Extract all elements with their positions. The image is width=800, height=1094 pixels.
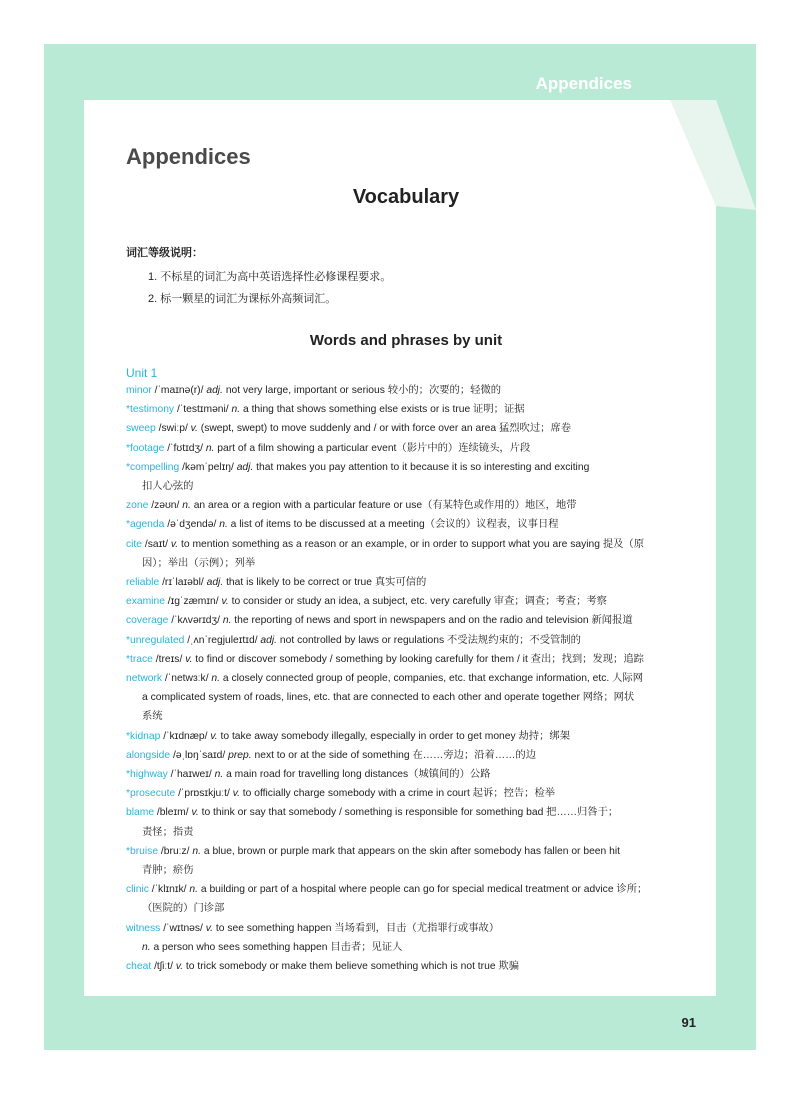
vocab-part-of-speech: n. (189, 884, 198, 896)
vocab-part-of-speech: v. (190, 423, 198, 435)
vocab-entry (126, 458, 691, 477)
vocab-word: zone (126, 500, 149, 512)
vocab-entry (126, 419, 691, 438)
vocab-definition: to find or discover somebody / something by looking carefully for them / it 查出；找到；发现；追踪 (192, 653, 644, 665)
vocab-definition: a list of items to be discussed at a meeting（会议的）议程表，议事日程 (227, 519, 559, 531)
vocab-definition: a blue, brown or purple mark that appears on the skin after somebody has fallen or been hit (201, 845, 620, 857)
vocab-pronunciation: /ˈkʌvərɪdʒ/ (168, 615, 223, 627)
vocab-definition: not controlled by laws or regulations 不受法规约束的；不受管制的 (277, 634, 581, 646)
vocab-part-of-speech: adj. (206, 577, 224, 589)
vocab-continuation (126, 688, 691, 707)
vocab-definition: to see something happen 当场看到，目击（尤指罪行或事故） (213, 922, 500, 934)
notes-item: 2. 标一颗星的词汇为课标外高频词汇。 (148, 293, 337, 305)
vocab-word: *kidnap (126, 730, 161, 742)
vocab-part-of-speech: n. (192, 845, 201, 857)
vocab-continuation-text: 青肿；瘀伤 (142, 865, 194, 877)
vocab-pronunciation: /ˈhaɪweɪ/ (167, 769, 215, 781)
vocab-part-of-speech: n. (182, 500, 191, 512)
vocab-part-of-speech: v. (175, 961, 184, 973)
vocab-definition: to mention something as a reason or an example, or in order to support what you are saying 提及（原 (178, 538, 645, 550)
vocab-definition: a main road for travelling long distances（城镇间的）公路 (223, 769, 491, 781)
vocab-entry (126, 400, 691, 419)
vocab-continuation-text: 扣人心弦的 (142, 481, 194, 493)
notes-heading: 词汇等级说明： (126, 247, 203, 259)
vocab-pronunciation: /bleɪm/ (154, 807, 192, 819)
vocab-continuation (126, 477, 691, 496)
vocab-entry (126, 381, 691, 400)
vocab-entry (126, 650, 691, 669)
level-notes (126, 244, 686, 310)
vocab-part-of-speech: v. (170, 538, 179, 550)
vocab-definition: to consider or study an idea, a subject, etc. very carefully 审查；调查；考查；考察 (228, 596, 607, 608)
vocab-word: *bruise (126, 845, 159, 857)
vocab-definition: a closely connected group of people, companies, etc. that exchange information, etc. 人际网 (220, 673, 643, 685)
vocab-definition: that is likely to be correct or true 真实可信的 (223, 577, 427, 589)
vocab-pronunciation: /tʃiːt/ (151, 961, 176, 973)
unit-label: Unit 1 (126, 366, 158, 380)
vocab-definition: not very large, important or serious 较小的；次要的；轻微的 (222, 385, 502, 396)
vocab-part-of-speech: n. (142, 941, 151, 953)
vocab-pronunciation: /bruːz/ (158, 845, 193, 857)
vocab-definition: a thing that shows something else exists or is true 证明；证据 (240, 404, 525, 416)
page-title: Appendices (126, 144, 251, 169)
vocab-entry (126, 746, 691, 765)
header-section-tab: Appendices (535, 74, 632, 93)
vocabulary-title: Vocabulary (352, 186, 460, 208)
vocab-entry (126, 515, 691, 534)
vocab-part-of-speech: adj. (236, 461, 254, 473)
vocab-pronunciation: /ˈwɪtnəs/ (160, 922, 206, 934)
vocab-part-of-speech: adj. (206, 385, 223, 396)
vocab-pronunciation: /əˈdʒendə/ (164, 519, 220, 531)
vocabulary-list (126, 381, 691, 976)
vocab-entry (126, 439, 691, 458)
vocab-pronunciation: /əˌlɒŋˈsaɪd/ (170, 749, 229, 761)
frame-right-band (716, 96, 756, 996)
vocab-definition: that makes you pay attention to it because it is so interesting and exciting (253, 461, 590, 473)
vocab-continuation (126, 938, 691, 957)
vocab-entry (126, 631, 691, 650)
vocab-definition: an area or a region with a particular feature or use（有某特色或作用的）地区，地带 (190, 500, 577, 512)
vocab-pronunciation: /ˈmaɪnə(r)/ (151, 385, 207, 396)
vocab-pronunciation: /ˈkɪdnæp/ (160, 730, 211, 742)
section-title: Words and phrases by unit (309, 332, 503, 349)
vocab-entry (126, 535, 691, 554)
vocab-part-of-speech: n. (211, 673, 221, 685)
vocab-word: minor (126, 385, 152, 396)
page-number: 91 (681, 1015, 696, 1030)
vocab-word: *compelling (126, 461, 180, 473)
vocab-entry (126, 842, 691, 861)
frame-left-band (44, 96, 84, 996)
vocab-entry (126, 727, 691, 746)
vocab-word: *trace (126, 653, 153, 665)
vocab-word: *testimony (126, 404, 175, 416)
vocab-definition: to take away somebody illegally, especially in order to get money 劫持；绑架 (217, 730, 570, 742)
vocab-pronunciation: /ˈtestɪməni/ (174, 404, 232, 416)
vocab-word: alongside (126, 749, 171, 761)
vocab-pronunciation: /zəʊn/ (148, 500, 183, 512)
vocab-part-of-speech: n. (219, 519, 228, 531)
vocab-entry (126, 669, 691, 688)
vocab-pronunciation: /swiːp/ (155, 423, 191, 435)
vocab-word: cite (126, 538, 143, 550)
vocab-continuation-text: 责怪；指责 (142, 826, 194, 838)
vocab-entry (126, 803, 691, 822)
vocab-pronunciation: /ˈnetwɜːk/ (162, 673, 212, 685)
vocab-definition: a building or part of a hospital where people can go for special medical treatment or advice 诊所； (198, 884, 648, 896)
vocab-word: cheat (126, 961, 152, 973)
vocab-continuation-text: （医院的）门诊部 (142, 903, 225, 915)
vocab-entry (126, 592, 691, 611)
vocab-pronunciation: /ˌʌnˈreɡjuleɪtɪd/ (184, 634, 261, 646)
vocab-word: blame (126, 807, 155, 819)
vocab-entry (126, 573, 691, 592)
vocab-continuation: 系统 (142, 711, 163, 723)
vocab-pronunciation: /treɪs/ (152, 653, 186, 665)
vocab-definition: to think or say that somebody / something is responsible for something bad 把……归咎于； (198, 807, 619, 819)
vocab-part-of-speech: prep. (228, 749, 252, 761)
vocab-continuation-text: 因）；举出（示例）；列举 (142, 557, 256, 569)
vocab-definition: the reporting of news and sport in newspapers and on the radio and television 新闻报道 (231, 615, 633, 627)
vocab-entry (126, 496, 691, 515)
vocab-definition: to officially charge somebody with a crime in court 起诉；控告；检举 (239, 788, 556, 800)
vocab-part-of-speech: v. (205, 922, 214, 934)
vocab-entry (126, 880, 691, 899)
vocab-part-of-speech: n. (214, 769, 224, 781)
vocab-definition: next to or at the side of something 在……旁边；沿着……的边 (251, 749, 537, 761)
vocab-part-of-speech: n. (222, 615, 232, 627)
vocab-definition: to trick somebody or make them believe something which is not true 欺骗 (183, 961, 519, 973)
vocab-pronunciation: /ˈprɒsɪkjuːt/ (175, 788, 233, 800)
vocab-word: *footage (126, 442, 165, 454)
vocab-continuation-text: a person who sees something happen 目击者；见证人 (150, 941, 403, 953)
vocab-pronunciation: /kəmˈpelɪŋ/ (179, 461, 237, 473)
vocab-word: *agenda (126, 519, 165, 531)
vocab-part-of-speech: adj. (260, 634, 278, 646)
vocab-part-of-speech: n. (231, 404, 241, 416)
vocab-continuation (126, 899, 691, 918)
vocab-pronunciation: /rɪˈlaɪəbl/ (159, 577, 207, 589)
vocab-word: clinic (126, 884, 149, 896)
vocab-pronunciation: /ˈklɪnɪk/ (148, 884, 190, 896)
vocab-word: network (126, 673, 163, 685)
vocab-word: examine (126, 596, 165, 608)
vocab-part-of-speech: v. (232, 788, 240, 800)
vocab-word: *highway (126, 769, 168, 781)
vocab-word: sweep (126, 423, 156, 435)
vocab-entry (126, 919, 691, 938)
vocab-pronunciation: /ɪɡˈzæmɪn/ (164, 596, 222, 608)
vocab-part-of-speech: v. (191, 807, 199, 819)
vocab-entry (126, 765, 691, 784)
vocab-definition: part of a film showing a particular event（影片中的）连续镜头，片段 (214, 442, 531, 454)
vocab-continuation (126, 554, 691, 573)
vocab-word: *prosecute (126, 788, 176, 800)
vocab-part-of-speech: v. (210, 730, 218, 742)
vocab-part-of-speech: v. (185, 653, 193, 665)
vocab-word: coverage (126, 615, 169, 627)
vocab-part-of-speech: n. (205, 442, 215, 454)
notes-item: 1. 不标星的词汇为高中英语选择性必修课程要求。 (148, 271, 392, 283)
vocab-continuation (126, 861, 691, 880)
vocab-word: witness (126, 922, 161, 934)
frame-bottom-band (44, 996, 756, 1050)
vocab-word: reliable (126, 577, 160, 589)
vocab-entry (126, 784, 691, 803)
vocab-pronunciation: /saɪt/ (142, 538, 171, 550)
vocab-entry (126, 957, 691, 976)
vocab-definition: (swept, swept) to move suddenly and / or with force over an area 猛烈吹过；席卷 (197, 423, 572, 435)
vocab-word: *unregulated (126, 634, 185, 646)
vocab-continuation (126, 823, 691, 842)
vocab-continuation-text: a complicated system of roads, lines, etc. that are connected to each other and operate together 网络；网状 (142, 692, 635, 704)
vocab-pronunciation: /ˈfʊtɪdʒ/ (164, 442, 206, 454)
vocab-part-of-speech: v. (221, 596, 229, 608)
vocab-entry (126, 611, 691, 630)
